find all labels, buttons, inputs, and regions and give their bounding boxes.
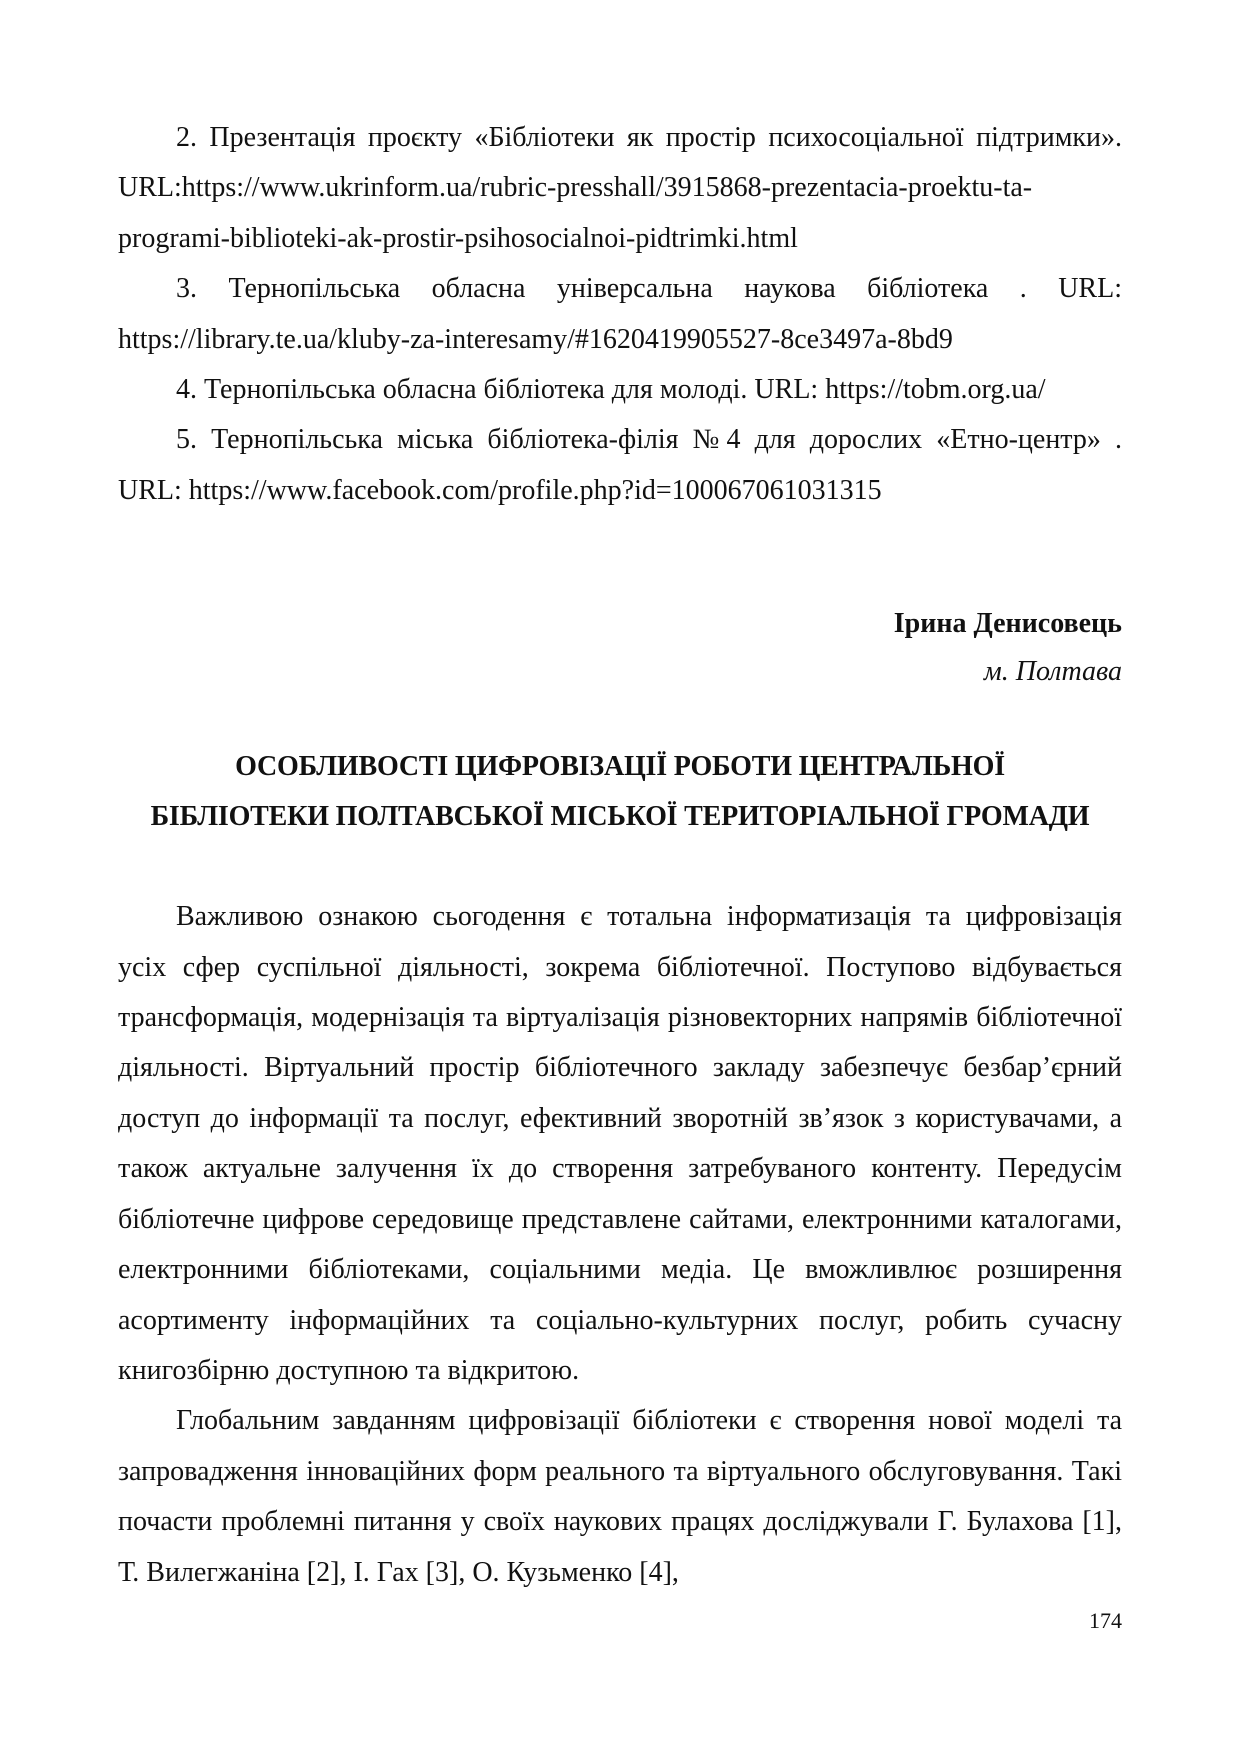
page-content xyxy=(118,113,1122,1598)
article-title xyxy=(118,742,1122,842)
article-title-line-1: ОСОБЛИВОСТІ ЦИФРОВІЗАЦІЇ РОБОТИ ЦЕНТРАЛЬНОЇ xyxy=(235,751,1005,783)
page-number: 174 xyxy=(1089,1608,1122,1633)
author-name: Ірина Денисовець xyxy=(893,608,1122,640)
body-paragraph-1: Важливою ознакою сьогодення є тотальна інформатизація та цифровізація усіх сфер суспільної діяльності, зокрема бібліотечної. Поступово відбувається трансформація, модернізація та віртуалізація різновекторних напрямів бібліотечної діяльності. Віртуальний простір бібліотечного закладу забезпечує безбар’єрний доступ до інформації та послуг, ефективний зворотній зв’язок з користувачами, а також актуальне залучення їх до створення затребуваного контенту. Передусім бібліотечне цифрове середовище представлене сайтами, електронними каталогами, електронними бібліотеками, соціальними медіа. Це вможливлює розширення асортименту інформаційних та соціально-культурних послуг, робить сучасну книгозбірню доступною та відкритою. xyxy=(118,901,1122,1386)
body-paragraph-2: Глобальним завданням цифровізації бібліотеки є створення нової моделі та запровадження інноваційних форм реального та віртуального обслуговування. Такі почасти проблемні питання у своїх наукових працях досліджували Г. Булахова [1], Т. Вилегжаніна [2], І. Гах [3], О. Кузьменко [4], xyxy=(118,1405,1122,1588)
reference-item-3: 3. Тернопільська обласна універсальна наукова бібліотека . URL: https://library.te.ua/kluby-za-interesamy/#1620419905527-8ce3497a-8bd9 xyxy=(118,273,1122,355)
article-title-line-2: БІБЛІОТЕКИ ПОЛТАВСЬКОЇ МІСЬКОЇ ТЕРИТОРІАЛЬНОЇ ГРОМАДИ xyxy=(150,801,1090,833)
reference-item-5: 5. Тернопільська міська бібліотека-філія №4 для дорослих «Етно-центр» . URL: https://www.facebook.com/profile.php?id=100067061031315 xyxy=(118,424,1122,506)
author-city: м. Полтава xyxy=(983,656,1122,688)
reference-item-4: 4. Тернопільська обласна бібліотека для молоді. URL: https://tobm.org.ua/ xyxy=(176,374,1046,406)
reference-item-2: 2. Презентація проєкту «Бібліотеки як простір психосоціальної підтримки». URL:https://www.ukrinform.ua/rubric-presshall/3915868-prezentacia-proektu-ta-programi-biblioteki-ak-prostir-psihosocialnoi-pidtrimki.html xyxy=(118,122,1122,254)
